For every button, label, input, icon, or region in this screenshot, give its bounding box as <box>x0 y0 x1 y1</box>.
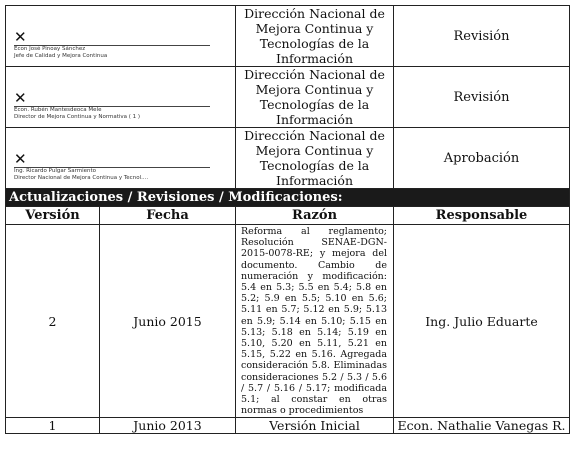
signature-mark: ✕ <box>14 150 27 168</box>
table-row <box>6 418 570 434</box>
signature-cell <box>6 67 236 128</box>
date-cell: Junio 2013 <box>100 418 236 434</box>
role-cell: Aprobación <box>394 128 570 189</box>
table-row <box>6 225 570 418</box>
header-date: Fecha <box>100 207 236 225</box>
document-page <box>5 5 569 434</box>
signer-name: Econ. Rubén Mantesdeoca Mele <box>14 107 102 113</box>
signature-table <box>5 5 570 189</box>
signer-title: Jefe de Calidad y Mejora Continua <box>14 53 108 59</box>
signature-row <box>6 128 570 189</box>
department-cell: Dirección Nacional de Mejora Continua y Tecnologías de la Información <box>236 67 394 128</box>
role-cell: Revisión <box>394 67 570 128</box>
header-version: Versión <box>6 207 100 225</box>
signature-row <box>6 6 570 67</box>
department-cell: Dirección Nacional de Mejora Continua y Tecnologías de la Información <box>236 6 394 67</box>
signer-title: Director Nacional de Mejora Continua y Tecnol.... <box>14 175 149 181</box>
changes-header-row <box>6 207 570 225</box>
version-cell: 2 <box>6 225 100 418</box>
responsible-cell: Ing. Julio Eduarte <box>394 225 570 418</box>
signature-row <box>6 67 570 128</box>
reason-cell: Reforma al reglamento; Resolución SENAE-DGN-2015-0078-RE; y mejora del documento. Cambio de numeración y modificación: 5.4 en 5.3; 5.5 en 5.4; 5.8 en 5.2; 5.9 en 5.5; 5.10 en 5.6; 5.11 en 5.7; 5.12 en 5.9; 5.13 en 5.9; 5.14 en 5.10; 5.15 en 5.13; 5.18 en 5.14; 5.19 en 5.10, 5.20 en 5.11, 5.21 en 5.15, 5.22 en 5.16. Agregada consideración 5.8. Eliminadas consideraciones 5.2 / 5.3 / 5.6 / 5.7 / 5.16 / 5.17; modificada 5.1; al constar en otras normas o procedimientos <box>236 225 394 418</box>
signer-name: Ing. Ricardo Pulgar Sarmiento <box>14 168 97 174</box>
signature-cell <box>6 128 236 189</box>
reason-cell: Versión Inicial <box>236 418 394 434</box>
department-cell: Dirección Nacional de Mejora Continua y Tecnologías de la Información <box>236 128 394 189</box>
signature-cell <box>6 6 236 67</box>
header-responsible: Responsable <box>394 207 570 225</box>
changes-title: Actualizaciones / Revisiones / Modificaciones: <box>6 189 570 207</box>
signature-mark: ✕ <box>14 28 27 46</box>
signature-mark: ✕ <box>14 89 27 107</box>
changes-table <box>5 188 570 434</box>
header-reason: Razón <box>236 207 394 225</box>
signer-title: Director de Mejora Continua y Normativa ( 1 ) <box>14 114 141 120</box>
role-cell: Revisión <box>394 6 570 67</box>
changes-band <box>6 189 570 207</box>
responsible-cell: Econ. Nathalie Vanegas R. <box>394 418 570 434</box>
version-cell: 1 <box>6 418 100 434</box>
date-cell: Junio 2015 <box>100 225 236 418</box>
signer-name: Econ José Pinoay Sánchez <box>14 46 86 52</box>
